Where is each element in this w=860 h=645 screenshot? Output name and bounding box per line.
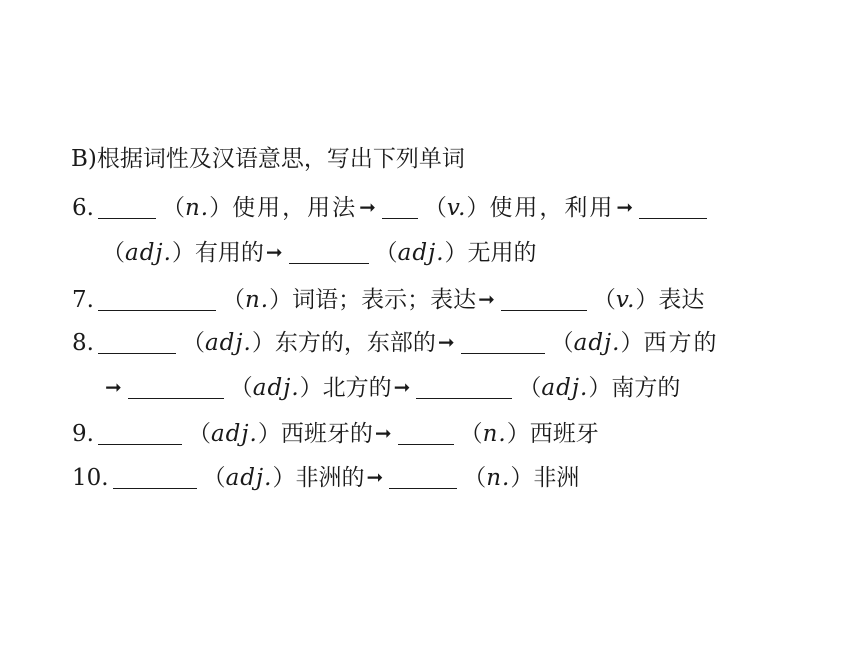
answer-blank[interactable] bbox=[639, 192, 707, 219]
answer-blank[interactable] bbox=[113, 462, 197, 489]
pos-abbr: v. bbox=[446, 195, 467, 221]
meaning: 词语；表示；表达 bbox=[292, 287, 477, 313]
meaning: 表达 bbox=[658, 287, 705, 313]
answer-blank[interactable] bbox=[461, 327, 545, 354]
arrow-right-icon: ➞ bbox=[437, 330, 455, 354]
pos-abbr: adj. bbox=[252, 375, 300, 401]
answer-blank[interactable] bbox=[98, 418, 182, 445]
meaning: 无用的 bbox=[467, 240, 537, 266]
item-number: 9. bbox=[72, 421, 94, 447]
meaning: 北方的 bbox=[322, 375, 392, 401]
arrow-right-icon: ➞ bbox=[105, 375, 122, 399]
meaning: 西方的 bbox=[643, 330, 719, 356]
arrow-right-icon: ➞ bbox=[393, 375, 411, 399]
pos-abbr: v. bbox=[615, 287, 636, 313]
meaning: 南方的 bbox=[611, 375, 681, 401]
answer-blank[interactable] bbox=[501, 284, 587, 311]
pos-abbr: adj. bbox=[541, 375, 589, 401]
pos-abbr: adj. bbox=[573, 330, 621, 356]
pos-abbr: adj. bbox=[125, 240, 172, 266]
answer-blank[interactable] bbox=[416, 372, 512, 399]
arrow-right-icon: ➞ bbox=[359, 195, 376, 219]
meaning: 非洲 bbox=[533, 465, 580, 491]
pos-abbr: n. bbox=[486, 465, 511, 491]
pos-abbr: adj. bbox=[210, 421, 258, 447]
item-8-line-2: ➞ （adj.）北方的 ➞ （adj.）南方的 bbox=[103, 372, 680, 402]
item-number: 10. bbox=[72, 465, 109, 491]
item-10: 10. （adj.）非洲的 ➞ （n.）非洲 bbox=[72, 462, 579, 492]
answer-blank[interactable] bbox=[289, 237, 369, 264]
item-6-line-1: 6. （n.）使用，用法 ➞ （v.）使用，利用 ➞ bbox=[72, 192, 713, 222]
meaning: 非洲的 bbox=[295, 465, 365, 491]
arrow-right-icon: ➞ bbox=[366, 465, 384, 489]
item-number: 6. bbox=[72, 195, 94, 221]
item-6-line-2: （adj.）有用的 ➞ （adj.）无用的 bbox=[102, 237, 537, 267]
arrow-right-icon: ➞ bbox=[478, 287, 495, 311]
pos-abbr: n. bbox=[482, 421, 507, 447]
item-number: 8. bbox=[72, 330, 94, 356]
answer-blank[interactable] bbox=[389, 462, 457, 489]
answer-blank[interactable] bbox=[382, 192, 418, 219]
section-heading: B)根据词性及汉语意思，写出下列单词 bbox=[71, 146, 465, 172]
answer-blank[interactable] bbox=[128, 372, 224, 399]
answer-blank[interactable] bbox=[98, 192, 156, 219]
meaning: 使用，用法 bbox=[232, 195, 358, 221]
answer-blank[interactable] bbox=[398, 418, 454, 445]
meaning: 西班牙 bbox=[529, 421, 599, 447]
pos-abbr: adj. bbox=[225, 465, 273, 491]
pos-abbr: adj. bbox=[397, 240, 445, 266]
item-8-line-1: 8. （adj.）东方的，东部的 ➞ （adj.）西方的 bbox=[72, 327, 719, 357]
meaning: 西班牙的 bbox=[280, 421, 373, 447]
answer-blank[interactable] bbox=[98, 284, 216, 311]
arrow-right-icon: ➞ bbox=[265, 240, 283, 264]
item-9: 9. （adj.）西班牙的 ➞ （n.）西班牙 bbox=[72, 418, 599, 448]
item-7: 7. （n.）词语；表示；表达 ➞ （v.）表达 bbox=[72, 284, 704, 314]
pos-abbr: adj. bbox=[204, 330, 252, 356]
pos-abbr: n. bbox=[184, 195, 210, 221]
arrow-right-icon: ➞ bbox=[374, 421, 392, 445]
arrow-right-icon: ➞ bbox=[616, 195, 634, 219]
pos-abbr: n. bbox=[244, 287, 270, 313]
meaning: 有用的 bbox=[194, 240, 264, 266]
meaning: 使用，利用 bbox=[489, 195, 615, 221]
meaning: 东方的，东部的 bbox=[274, 330, 436, 356]
item-number: 7. bbox=[72, 287, 94, 313]
answer-blank[interactable] bbox=[98, 327, 176, 354]
